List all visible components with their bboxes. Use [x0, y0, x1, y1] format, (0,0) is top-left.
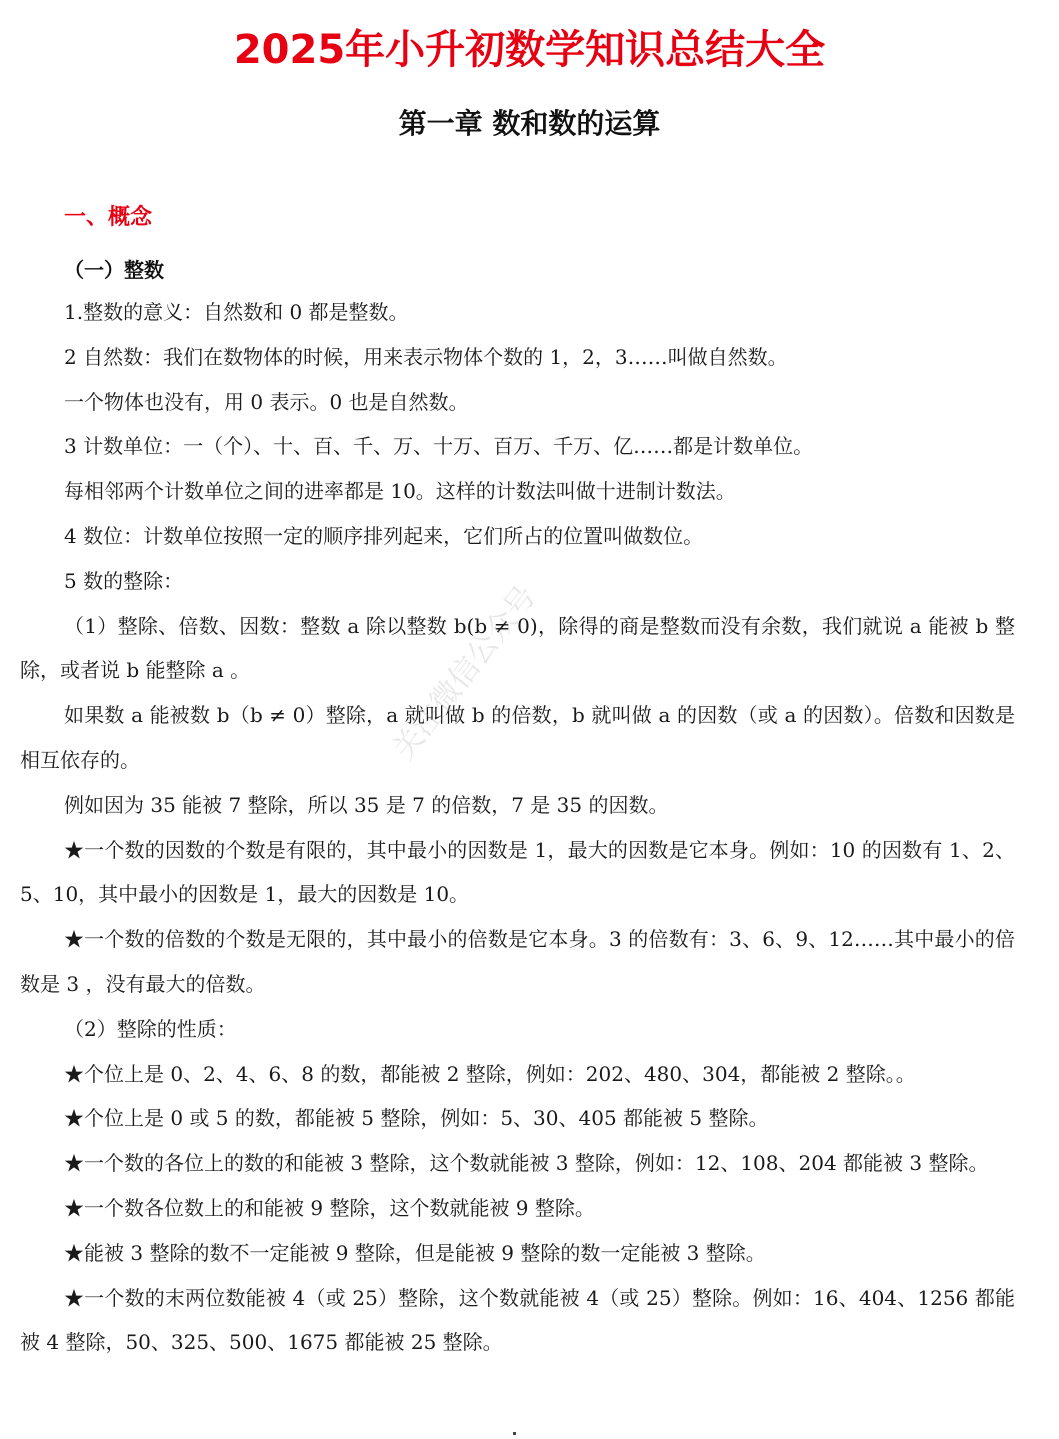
paragraph: 如果数 a 能被数 b（b ≠ 0）整除，a 就叫做 b 的倍数，b 就叫做 a 的因数（或 a 的因数）。倍数和因数是相互依存的。 — [20, 703, 1015, 772]
paragraph: ★个位上是 0、2、4、6、8 的数，都能被 2 整除，例如：202、480、304，都能被 2 整除。。 — [64, 1061, 916, 1086]
paragraph: 一个物体也没有，用 0 表示。0 也是自然数。 — [64, 389, 469, 414]
paragraph: 2 自然数：我们在数物体的时候，用来表示物体个数的 1，2，3……叫做自然数。 — [64, 344, 788, 369]
document-title: 2025年小升初数学知识总结大全 — [233, 27, 826, 73]
paragraph: 例如因为 35 能被 7 整除，所以 35 是 7 的倍数，7 是 35 的因数。 — [64, 792, 669, 817]
paragraph: ★一个数各位数上的和能被 9 整除，这个数就能被 9 整除。 — [64, 1195, 595, 1220]
paragraph: 5 数的整除： — [64, 568, 184, 593]
chapter-title: 第一章 数和数的运算 — [398, 107, 661, 140]
paragraph: （1）整除、倍数、因数：整数 a 除以整数 b(b ≠ 0)，除得的商是整数而没有余数，我们就说 a 能被 b 整除，或者说 b 能整除 a 。 — [20, 613, 1015, 683]
paragraph: ★个位上是 0 或 5 的数，都能被 5 整除，例如：5、30、405 都能被 5 整除。 — [64, 1106, 769, 1131]
paragraph: ★一个数的各位上的数的和能被 3 整除，这个数就能被 3 整除，例如：12、108、204 都能被 3 整除。 — [64, 1151, 989, 1176]
paragraph: ★一个数的倍数的个数是无限的，其中最小的倍数是它本身。3 的倍数有：3、6、9、12……其中最小的倍数是 3 ，没有最大的倍数。 — [20, 927, 1015, 996]
watermark: 关注微信公众号 — [386, 579, 544, 767]
section-title: 一、概念 — [64, 205, 153, 230]
paragraph: （2）整除的性质： — [64, 1016, 237, 1041]
paragraph: 3 计数单位：一（个）、十、百、千、万、十万、百万、千万、亿……都是计数单位。 — [64, 434, 814, 459]
subsection-title: （一）整数 — [64, 258, 164, 282]
paragraph: 每相邻两个计数单位之间的进率都是 10。这样的计数法叫做十进制计数法。 — [64, 479, 736, 504]
paragraph: 1.整数的意义：自然数和 0 都是整数。 — [64, 300, 409, 324]
paragraph: ★一个数的因数的个数是有限的，其中最小的因数是 1，最大的因数是它本身。例如：10 的因数有 1、2、5、10，其中最小的因数是 1，最大的因数是 10。 — [20, 837, 1015, 907]
paragraph: ★能被 3 整除的数不一定能被 9 整除，但是能被 9 整除的数一定能被 3 整除。 — [64, 1240, 766, 1265]
paragraph: ★一个数的末两位数能被 4（或 25）整除，这个数就能被 4（或 25）整除。例如：16、404、1256 都能被 4 整除，50、325、500、1675 都能被 25 整除。 — [20, 1285, 1015, 1355]
body-text — [20, 290, 1015, 1365]
paragraph: 4 数位：计数单位按照一定的顺序排列起来，它们所占的位置叫做数位。 — [64, 523, 704, 548]
page-mark — [513, 1432, 516, 1435]
